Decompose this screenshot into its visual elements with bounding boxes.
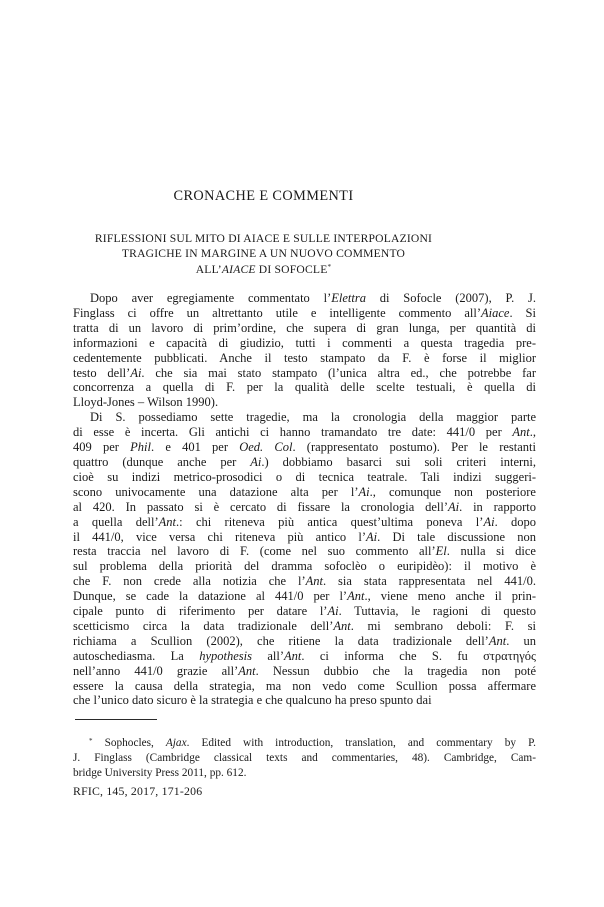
text-line: TRAGICHE IN MARGINE A UN NUOVO COMMENTO <box>121 247 406 261</box>
footnote-separator <box>75 719 157 720</box>
text-line: informazioni e capacità di giudizio, tutti i commenti a questa tragedia pre- <box>73 335 536 350</box>
text-line: che F. non crede alla notizia che l’Ant. sia stata rappresentata nel 441/0. <box>73 574 536 589</box>
text-line: 409 per Phil. e 401 per Oed. Col. (rappresentato postumo). Per le restanti <box>73 440 536 455</box>
text-line: resta traccia nel lavoro di F. (come nel suo commento all’El. nulla si dice <box>73 544 536 559</box>
text-line: Lloyd-Jones – Wilson 1990). <box>73 395 219 410</box>
text-line: ALL’AIACE DI SOFOCLE* <box>195 262 332 276</box>
text-line: concorrenza a quella di F. per la qualità delle scelte testuali, è quella di <box>73 380 536 395</box>
text-line: Dunque, se cade la datazione al 441/0 per l’Ant., viene meno anche il prin- <box>73 589 536 604</box>
text-line: Finglass ci offre un altrettanto utile e intelligente commento all’Aiace. Si <box>73 305 536 320</box>
footnote <box>73 736 536 780</box>
text-line: al 420. In passato si è cercato di fissare la cronologia dell’Ai. in rapporto <box>73 499 536 514</box>
text-line: * Sophocles, Ajax. Edited with introduction, translation, and commentary by P. <box>89 736 536 749</box>
text-line: tratta di un lavoro di prim’ordine, che supera di gran lunga, per quantità di <box>73 320 536 335</box>
text-line: il 441/0, vice versa chi riteneva più antico l’Ai. Di tale discussione non <box>73 529 536 544</box>
text-line: cedentemente pubblicati. Anche il testo stampato da F. è forse il miglior <box>73 350 536 365</box>
text-line: quattro (dunque anche per Ai.) dobbiamo basarci sui soli criteri interni, <box>73 454 536 469</box>
text-line: nell’anno 441/0 grazie all’Ant. Nessun dubbio che la tragedia non poté <box>73 663 536 678</box>
text-line: J. Finglass (Cambridge classical texts and commentaries, 48). Cambridge, Cam- <box>73 751 536 764</box>
article-title <box>0 231 527 277</box>
text-line: scetticismo circa la data tradizionale dell’Ant. mi sembrano deboli: F. si <box>73 618 536 633</box>
text-line: autoschediasma. La hypothesis all’Ant. ci informa che S. fu στρατηγός <box>73 648 536 663</box>
text-line: Di S. possediamo sette tragedie, ma la cronologia della maggior parte <box>90 410 536 425</box>
text-line: scono univocamente una datazione alta per l’Ai., comunque non posteriore <box>73 484 536 499</box>
paragraph <box>73 291 536 410</box>
text-line: testo dell’Ai. che sia mai stato stampato (l’unica altra ed., che potrebbe far <box>73 365 536 380</box>
text-line: cipale punto di riferimento per datare l’Ai. Tuttavia, le ragioni di questo <box>73 604 536 619</box>
journal-reference: RFIC, 145, 2017, 171-206 <box>73 784 203 798</box>
text-line: RIFLESSIONI SUL MITO DI AIACE E SULLE INTERPOLAZIONI <box>94 232 433 245</box>
text-line: di esse è incerta. Gli antichi ci hanno tramandato tre date: 441/0 per Ant., <box>73 425 536 440</box>
text-line: richiama a Scullion (2002), che ritiene la data tradizionale dell’Ant. un <box>73 633 536 648</box>
text-line: Dopo aver egregiamente commentato l’Elettra di Sofocle (2007), P. J. <box>90 291 536 305</box>
text-line: essere la causa della strategia, ma non vedo come Scullion possa affermare <box>73 678 536 693</box>
paragraph <box>73 736 536 780</box>
article-body <box>73 291 536 708</box>
section-heading: CRONACHE E COMMENTI <box>173 188 354 204</box>
text-line: a quella dell’Ant.: chi riteneva più antica quest’ultima poneva l’Ai. dopo <box>73 514 537 529</box>
text-line: che l’unico dato sicuro è la strategia e che qualcuno ha preso spunto dai <box>73 693 432 708</box>
paragraph <box>73 410 536 708</box>
text-line: sul problema della priorità del dramma sofoclèo o euripidèo): il motivo è <box>73 559 536 574</box>
text-line: bridge University Press 2011, pp. 612. <box>73 766 247 779</box>
text-line: cioè su indizi metrico-prosodici o di tecnica teatrale. Tali indizi suggeri- <box>73 469 536 484</box>
